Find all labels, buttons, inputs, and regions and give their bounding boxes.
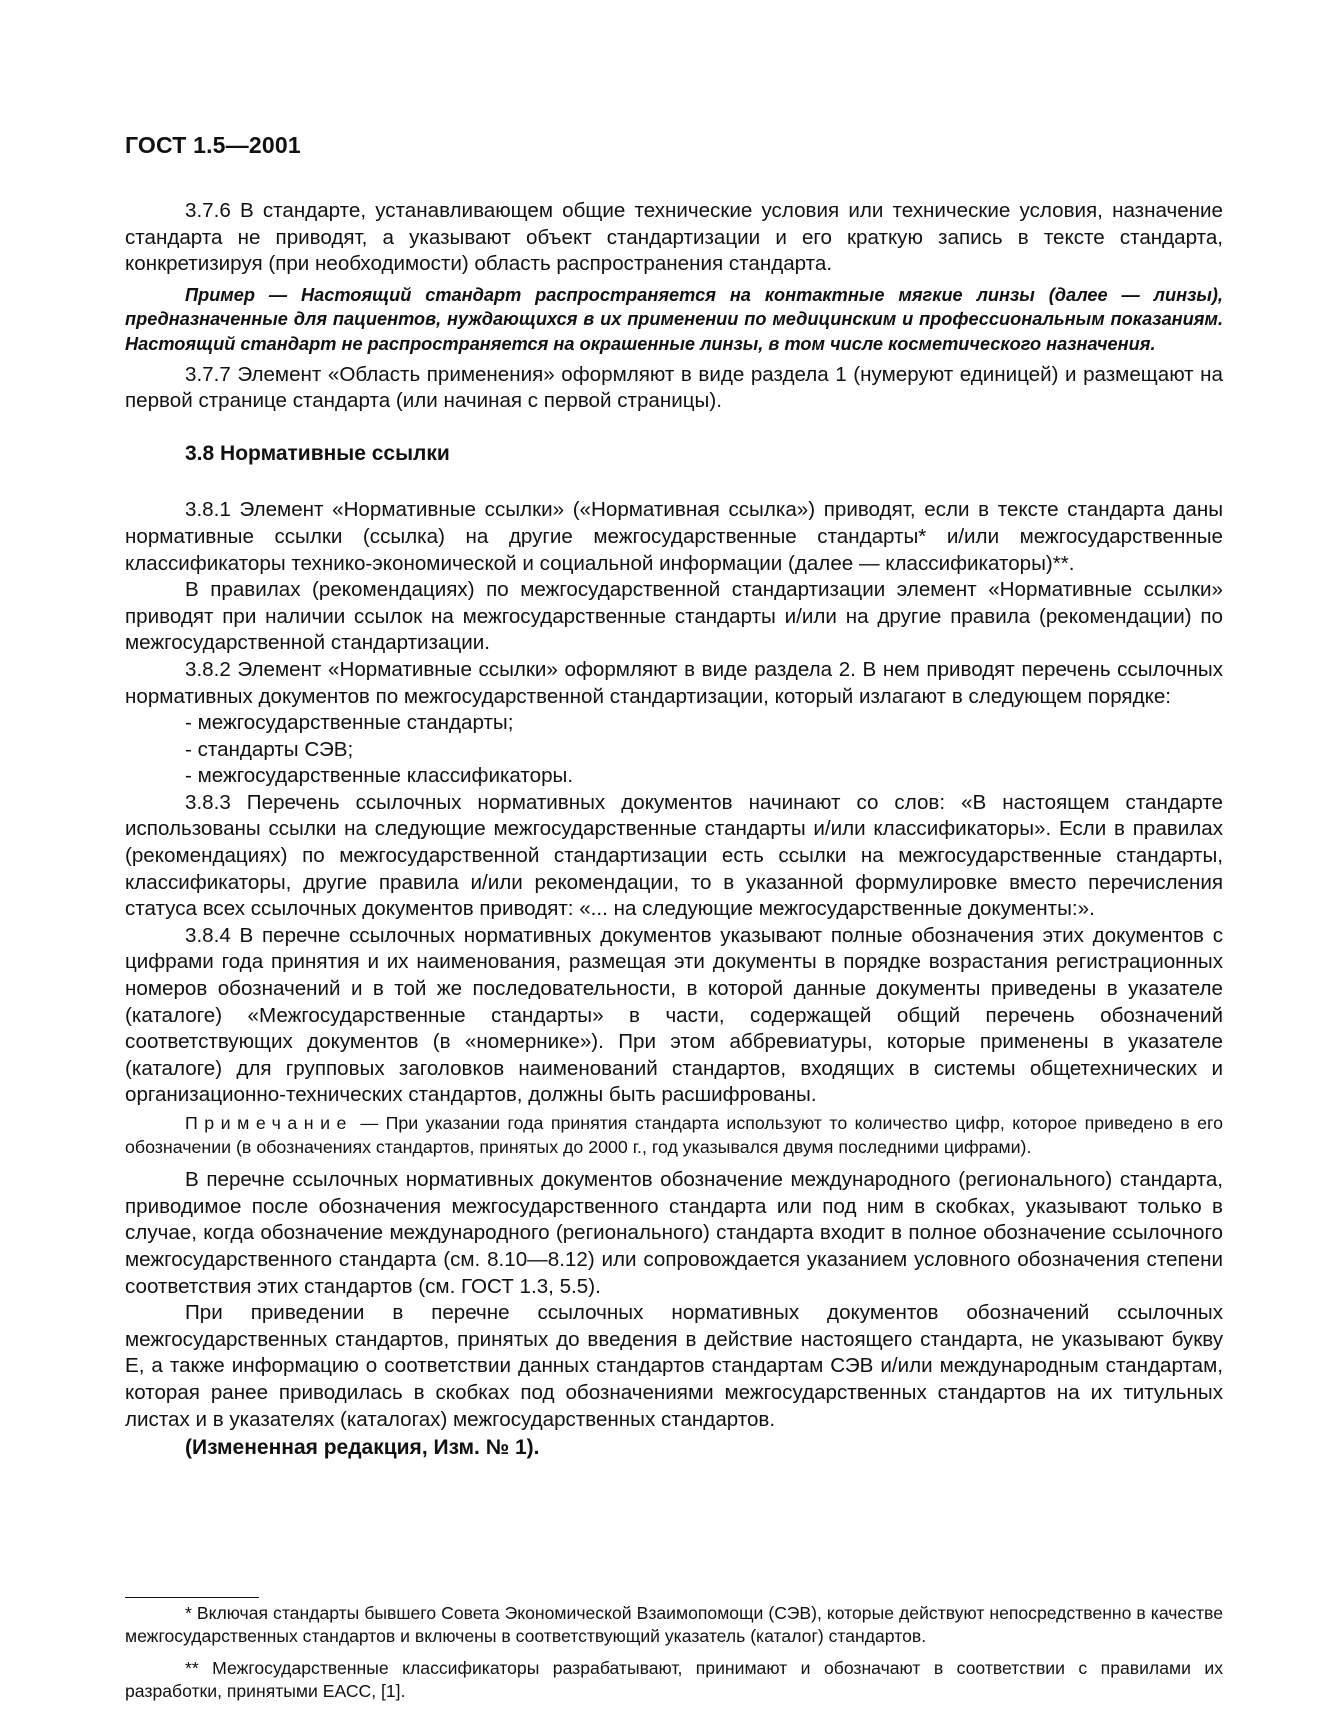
list-item: - межгосударственные стандарты; xyxy=(185,711,514,735)
footnotes xyxy=(125,1602,1223,1712)
list-item: - межгосударственные классификаторы. xyxy=(185,764,574,788)
footnote-1: * Включая стандарты бывшего Совета Экономической Взаимопомощи (СЭВ), которые действуют непосредственно в качестве межгосударственных стандартов и включены в соответствующий указатель (каталог) стандартов. xyxy=(125,1603,1223,1647)
example-paragraph: Пример — Настоящий стандарт распространяется на контактные мягкие линзы (далее — линзы), предназначенные для пациентов, нуждающихся в их применении по медицинским и профессиональным показаниям. Настоящий стандарт не распространяется на окрашенные линзы, в том числе косметического назначения. xyxy=(125,284,1223,354)
paragraph-old-standards: При приведении в перечне ссылочных нормативных документов обозначений ссылочных межгосударственных стандартов, принятых до введения в действие настоящего стандарта, не указывают букву Е, а также информацию о соответствии данных стандартов стандартам СЭВ и/или международным стандартам, которая ранее приводилась в скобках под обозначениями межгосударственных стандартов на их титульных листах и в указателях (каталогах) межгосударственных стандартов. xyxy=(125,1301,1223,1431)
document-code-header: ГОСТ 1.5—2001 xyxy=(125,132,301,158)
paragraph-3-8-3: 3.8.3 Перечень ссылочных нормативных документов начинают со слов: «В настоящем стандарте использованы ссылки на следующие межгосударственные стандарты и/или классификаторы». Если в правилах (рекомендациях) по межгосударственной стандартизации есть ссылки на межгосударственные стандарты, классификаторы, другие правила и/или рекомендации, то в указанной формулировке вместо перечисления статуса всех ссылочных документов приводят: «... на следующие межгосударственные документы:». xyxy=(125,790,1223,921)
note-label: Примечание xyxy=(185,1113,353,1133)
list-item: - стандарты СЭВ; xyxy=(185,737,354,761)
document-body xyxy=(125,198,1223,1462)
note-text: — При указании года принятия стандарта используют то количество цифр, которое приведено в его обозначении (в обозначениях стандартов, принятых до 2000 г., год указывался двумя последними цифрами). xyxy=(125,1113,1223,1157)
amendment-note: (Измененная редакция, Изм. № 1). xyxy=(185,1436,540,1460)
paragraph-international: В перечне ссылочных нормативных документов обозначение международного (регионального) стандарта, приводимое после обозначения межгосударственного стандарта или под ним в скобках, указывают только в случае, когда обозначение международного (регионального) стандарта входит в полное обозначение ссылочного межгосударственного стандарта (см. 8.10—8.12) или сопровождается указанием условного обозначения степени соответствия этих стандартов (см. ГОСТ 1.3, 5.5). xyxy=(125,1168,1223,1298)
footnote-2: ** Межгосударственные классификаторы разрабатывают, принимают и обозначают в соответствии с правилами их разработки, принятыми ЕАСС, [1]. xyxy=(125,1657,1223,1702)
paragraph-3-8-4: 3.8.4 В перечне ссылочных нормативных документов указывают полные обозначения этих документов с цифрами года принятия и их наименования, размещая эти документы в порядке возрастания регистрационных номеров обозначений и в той же последовательности, в которой данные документы приведены в указателе (каталоге) «Межгосударственные стандарты» в части, содержащей общий перечень обозначений соответствующих документов (в «номернике»). При этом аббревиатуры, которые применены в указателе (каталоге) для групповых заголовков наименований стандартов, входящих в системы общетехнических и организационно-технических стандартов, должны быть расшифрованы. xyxy=(125,923,1223,1107)
paragraph-3-8-1: 3.8.1 Элемент «Нормативные ссылки» («Нормативная ссылка») приводят, если в тексте стандарта даны нормативные ссылки (ссылка) на другие межгосударственные стандарты* и/или межгосударственные классификаторы технико-экономической и социальной информации (далее — классификаторы)**. xyxy=(125,498,1223,575)
footnote-divider xyxy=(125,1597,259,1598)
paragraph-3-8-2: 3.8.2 Элемент «Нормативные ссылки» оформляют в виде раздела 2. В нем приводят перечень ссылочных нормативных документов по межгосударственной стандартизации, который излагают в следующем порядке: xyxy=(125,657,1223,708)
section-heading-3-8: 3.8 Нормативные ссылки xyxy=(185,441,450,465)
paragraph-3-7-7: 3.7.7 Элемент «Область применения» оформляют в виде раздела 1 (нумеруют единицей) и размещают на первой странице стандарта (или начиная с первой страницы). xyxy=(125,362,1223,413)
note-paragraph xyxy=(125,1112,1223,1159)
paragraph-rules: В правилах (рекомендациях) по межгосударственной стандартизации элемент «Нормативные ссылки» приводят при наличии ссылок на межгосударственные стандарты и/или на другие правила (рекомендации) по межгосударственной стандартизации. xyxy=(125,578,1223,655)
paragraph-3-7-6: 3.7.6 В стандарте, устанавливающем общие технические условия или технические условия, назначение стандарта не приводят, а указывают объект стандартизации и его краткую запись в тексте стандарта, конкретизируя (при необходимости) область распространения стандарта. xyxy=(125,199,1223,276)
